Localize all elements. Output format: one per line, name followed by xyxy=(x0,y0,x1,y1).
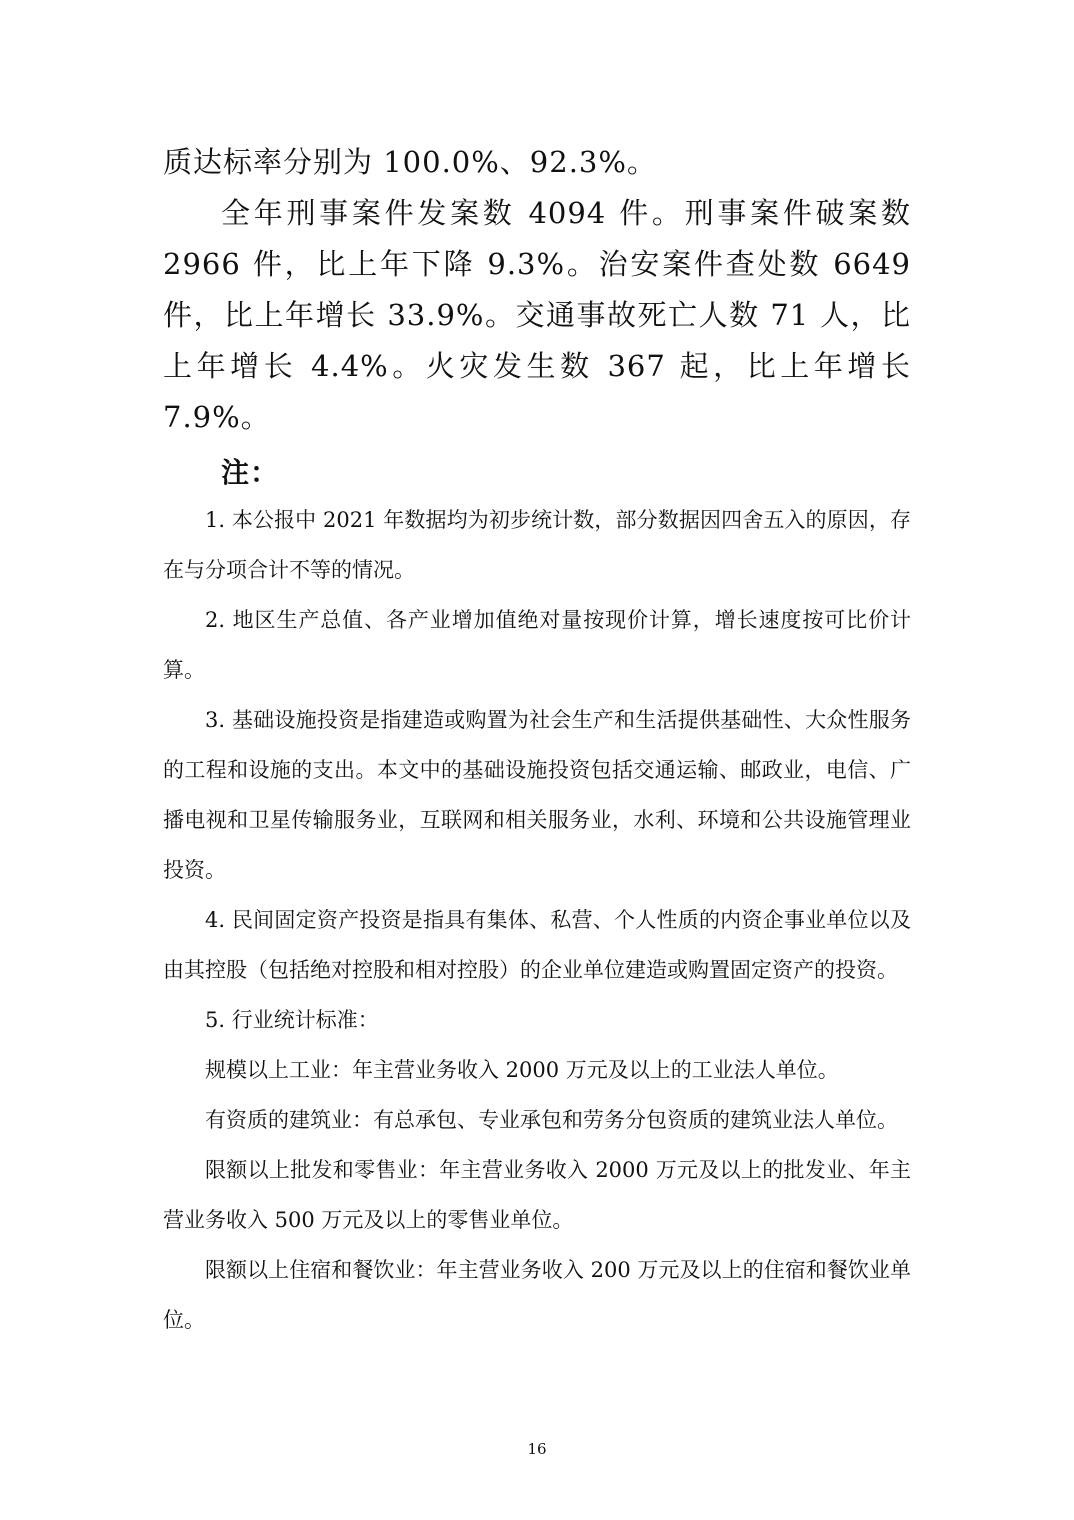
body-section xyxy=(163,137,911,443)
note-item-3: 3. 基础设施投资是指建造或购置为社会生产和生活提供基础性、大众性服务的工程和设施的支出。本文中的基础设施投资包括交通运输、邮政业，电信、广播电视和卫星传输服务业，互联网和相关服务业，水利、环境和公共设施管理业投资。 xyxy=(163,708,911,882)
note-item-4: 4. 民间固定资产投资是指具有集体、私营、个人性质的内资企事业单位以及由其控股（包括绝对控股和相对控股）的企业单位建造或购置固定资产的投资。 xyxy=(163,908,911,982)
body-paragraph-continuation: 质达标率分别为 100.0%、92.3%。 xyxy=(163,145,657,179)
notes-list xyxy=(163,495,911,1345)
note-item-2: 2. 地区生产总值、各产业增加值绝对量按现价计算，增长速度按可比价计算。 xyxy=(163,608,911,682)
note-standard-wholesale-retail: 限额以上批发和零售业：年主营业务收入 2000 万元及以上的批发业、年主营业务收入 500 万元及以上的零售业单位。 xyxy=(163,1158,911,1232)
note-standard-construction: 有资质的建筑业：有总承包、专业承包和劳务分包资质的建筑业法人单位。 xyxy=(205,1108,898,1132)
note-standard-industry: 规模以上工业：年主营业务收入 2000 万元及以上的工业法人单位。 xyxy=(205,1058,839,1082)
note-standard-accommodation-catering: 限额以上住宿和餐饮业：年主营业务收入 200 万元及以上的住宿和餐饮业单位。 xyxy=(163,1258,911,1332)
note-item-1: 1. 本公报中 2021 年数据均为初步统计数，部分数据因四舍五入的原因，存在与分项合计不等的情况。 xyxy=(163,508,911,582)
notes-heading: 注： xyxy=(221,456,280,489)
page-number: 16 xyxy=(527,1440,547,1458)
note-item-5: 5. 行业统计标准： xyxy=(205,1008,379,1032)
body-paragraph-public-security: 全年刑事案件发案数 4094 件。刑事案件破案数 2966 件，比上年下降 9.3%。治安案件查处数 6649 件，比上年增长 33.9%。交通事故死亡人数 71 人，比上年增长 4.4%。火灾发生数 367 起，比上年增长 7.9%。 xyxy=(163,196,911,434)
